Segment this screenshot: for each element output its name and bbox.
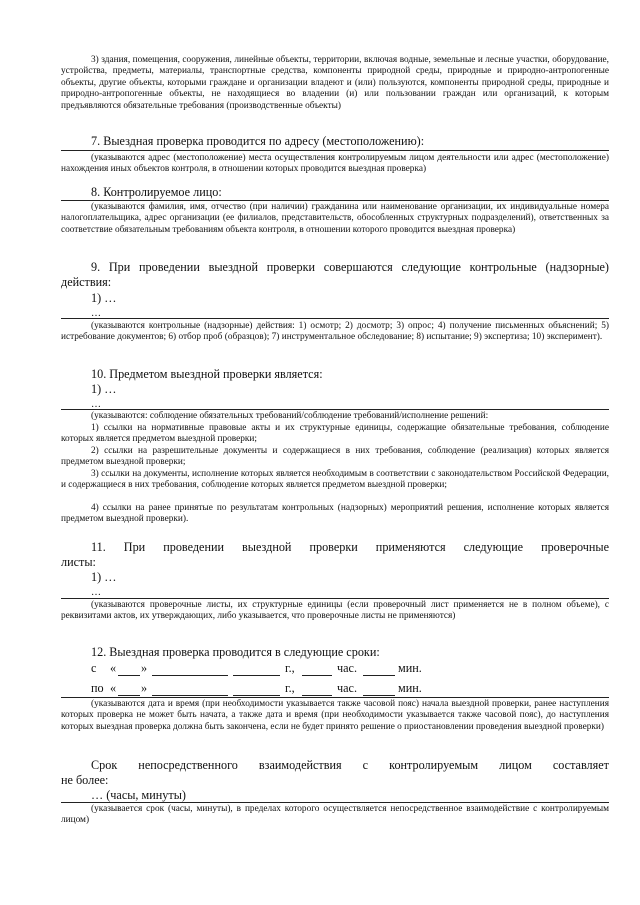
section-12-title: 12. Выездная проверка проводится в следующие сроки: [91, 645, 380, 659]
section-8-title: 8. Контролируемое лицо: [91, 185, 222, 199]
term-note: (указывается срок (часы, минуты), в пределах которого осуществляется непосредственное взаимодействие с контролируемым лицом) [61, 804, 609, 826]
section-11-ellipsis: … [91, 587, 101, 598]
term-title-line2: не более: [61, 773, 109, 787]
section-10-note-head: (указываются: соблюдение обязательных требований/соблюдение требований/исполнение решений: [91, 411, 489, 421]
from-minute-label: мин. [398, 661, 422, 675]
section-11-item-1: 1) … [91, 570, 117, 584]
to-minute-label: мин. [398, 681, 422, 695]
to-label: по [91, 681, 104, 695]
to-hour-field[interactable] [302, 695, 332, 696]
section-12-note: (указываются дата и время (при необходимости указывается также часовой пояс) начала выездной проверки, ранее наступления которых проверка не может быть начата, а также дата и время (при необходимости указывается также часовой пояс), до наступления которых выездная проверка должна быть закончена, если не будет принято решение о приостановлении проведения выездной проверки) [61, 699, 609, 732]
term-input-line [61, 802, 609, 803]
section-8-input-line [61, 200, 609, 201]
section-10-note-1: 1) ссылки на нормативные правовые акты и их структурные единицы, содержащие обязательные требования, соблюдение которых является предметом выездной проверки; [61, 423, 609, 445]
to-quote-open: « [110, 681, 117, 695]
from-quote-close: » [141, 661, 148, 675]
section-11-input-line [61, 598, 609, 599]
to-month-field[interactable] [152, 695, 228, 696]
section-10-title: 10. Предметом выездной проверки является: [91, 367, 323, 381]
section-10-note-4: 4) ссылки на ранее принятые по результатам контрольных (надзорных) мероприятий решения, исполнение которых является предметом выездной проверки). [61, 503, 609, 525]
section-10-ellipsis: … [91, 399, 101, 410]
from-month-field[interactable] [152, 675, 228, 676]
section-12-input-line [61, 697, 609, 698]
section-9-item-1: 1) … [91, 291, 117, 305]
section-11-title-line1: 11. При проведении выездной проверки применяются следующие проверочные [91, 540, 609, 554]
section-10-item-1: 1) … [91, 382, 117, 396]
to-minute-field[interactable] [363, 695, 395, 696]
from-quote-open: « [110, 661, 117, 675]
section-8-note: (указываются фамилия, имя, отчество (при наличии) гражданина или наименование организации, их индивидуальные номера налогоплательщика, адрес организации (ее филиалов, представительств, обособленных структурных подразделений), ответственных за соответствие обязательным требованиям объекта контроля, в отношении которого проводится выездная проверка) [61, 202, 609, 235]
objects-paragraph: 3) здания, помещения, сооружения, линейные объекты, территории, включая водные, земельные и лесные участки, оборудование, устройства, предметы, материалы, транспортные средства, компоненты природной среды, природные и природно-антропогенные объекты, другие объекты, которыми граждане и организации владеют и (или) пользуются, компоненты природной среды, природные и природно-антропогенные объекты, не находящиеся во владении (и) или пользовании граждан или организаций, к которым предъявляются обязательные требования (производственные объекты) [61, 55, 609, 111]
to-year-label: г., [285, 681, 295, 695]
section-11-note: (указываются проверочные листы, их структурные единицы (если проверочный лист применяется не в полном объеме), с реквизитами актов, их утверждающих, либо указывается, что проверочные листы не применяются) [61, 600, 609, 622]
section-11-title-line2: листы: [61, 555, 96, 569]
term-value: … (часы, минуты) [91, 788, 186, 802]
section-10-note-2: 2) ссылки на разрешительные документы и содержащиеся в них требования, соблюдение (реализация) которых является предметом выездной проверки; [61, 446, 609, 468]
section-9-input-line [61, 318, 609, 319]
section-7-note: (указываются адрес (местоположение) места осуществления контролируемым лицом деятельности или адрес (местоположение) нахождения иных объектов контроля, в отношении которых проводится выездная проверка) [61, 153, 609, 175]
from-day-field[interactable] [118, 675, 140, 676]
to-hour-label: час. [337, 681, 357, 695]
section-10-input-line [61, 409, 609, 410]
section-9-ellipsis: … [91, 308, 101, 319]
from-hour-label: час. [337, 661, 357, 675]
section-9-note: (указываются контрольные (надзорные) действия: 1) осмотр; 2) досмотр; 3) опрос; 4) получение письменных объяснений; 5) истребование документов; 6) отбор проб (образцов); 7) инструментальное обследование; 8) испытание; 9) экспертиза; 10) эксперимент). [61, 321, 609, 343]
from-label: с [91, 661, 97, 675]
from-minute-field[interactable] [363, 675, 395, 676]
from-year-label: г., [285, 661, 295, 675]
section-9-title-line1 [61, 260, 609, 290]
section-7-title: 7. Выездная проверка проводится по адресу (местоположению): [91, 134, 425, 148]
section-9-title: 9. При проведении выездной проверки совершаются следующие контрольные (надзорные) действия: [61, 260, 609, 289]
to-year-field[interactable] [233, 695, 280, 696]
from-year-field[interactable] [233, 675, 280, 676]
section-7-input-line [61, 150, 609, 151]
from-hour-field[interactable] [302, 675, 332, 676]
term-title-line1: Срок непосредственного взаимодействия с контролируемым лицом составляет [91, 758, 609, 772]
to-day-field[interactable] [118, 695, 140, 696]
to-quote-close: » [141, 681, 148, 695]
section-10-note-3: 3) ссылки на документы, исполнение которых является необходимым в соответствии с законодательством Российской Федерации, и содержащиеся в них требования, соблюдение которых является предметом выездной проверки; [61, 469, 609, 491]
